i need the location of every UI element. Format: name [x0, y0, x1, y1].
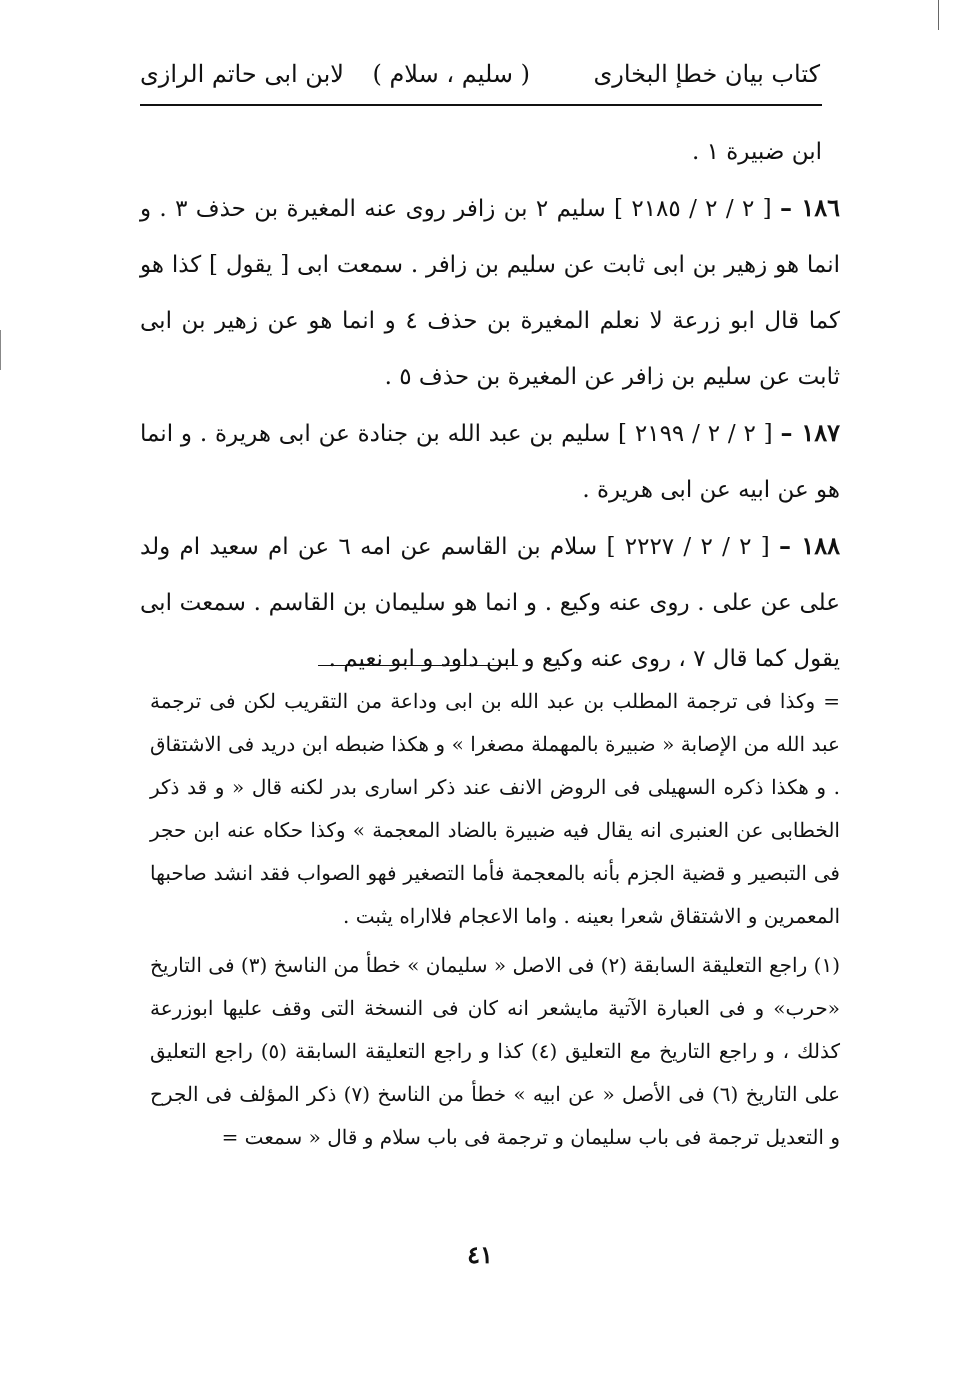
- intro-line: ابن ضبيرة ١ .: [691, 139, 822, 165]
- entry-186: [140, 180, 840, 405]
- entry-187: [140, 405, 840, 518]
- footnotes: [150, 680, 840, 1165]
- footnote-continuation: = وكذا فى ترجمة المطلب بن عبد الله بن ابى وداعة من التقريب لكن فى ترجمة عبد الله من الإصابة « ضبيرة بالمهملة مصغرا » و هكذا ضبطه ابن دريد فى الاشتقاق . و هكذا ذكره السهيلى فى الروض الانف عند ذكر اسارى بدر لكنه قال « و قد ذكر الخطابى عن العنبرى انه يقال فيه ضبيرة بالضاد المعجمة » وكذا حكاه عنه ابن حجر فى التبصير و قضية الجزم بأنه بالمعجمة فأما التصغير فهو الصواب فقد انشد صاحبها المعمرين و الاشتقاق شعرا بعينه . واما الاعجام فلااراه يثبت .: [150, 689, 840, 928]
- entry-text: [ ٢ / ٢ / ٢١٩٩ ] سليم بن عبد الله بن جنادة عن ابى هريرة . و انما هو عن ابيه عن ابى هريرة .: [140, 421, 840, 503]
- header-author: لابن ابى حاتم الرازى: [140, 60, 344, 88]
- footnote-list: (١) راجع التعليقة السابقة (٢) فى الاصل « سليمان » خطأ من الناسخ (٣) فى التاريخ «حرب» و فى العبارة الآتية مايشعر انه كان فى النسخة التى وقف عليها ابوزرعة كذلك ، و راجع التاريخ مع التعليق (٤) كذا و راجع التعليقة السابقة (٥) راجع التعليق على التاريخ (٦) فى الأصل « عن ابيه » خطأ من الناسخ (٧) ذكر المؤلف فى الجرح و التعديل ترجمة فى باب سليمان و ترجمة فى باب سلام و قال « سمعت =: [150, 953, 841, 1149]
- entry-number: ١٨٧ –: [780, 418, 841, 447]
- scan-edge-mark: [938, 0, 939, 30]
- main-text: [140, 124, 840, 687]
- running-header: [140, 56, 820, 100]
- entry-188: [140, 518, 840, 687]
- entry-text: [ ٢ / ٢ / ٢٢٢٧ ] سلام بن القاسم عن امه ٦ عن ام سعيد ام ولد على عن على . روى عنه وكيع . و انما هو سليمان بن القاسم . سمعت ابى يقول كما قال ٧ ، روى عنه وكيع و ابن داود و ابو نعيم .: [140, 534, 840, 672]
- header-rule: [140, 104, 822, 106]
- entry-number: ١٨٨ –: [779, 531, 841, 560]
- header-book-title: كتاب بيان خطإ البخارى: [593, 60, 820, 88]
- scan-margin-mark: [0, 330, 1, 370]
- header-section-names: ( سليم ، سلام ): [372, 60, 530, 88]
- entry-text: [ ٢ / ٢ / ٢١٨٥ ] سليم ٢ بن زافر روى عنه المغيرة بن حذف ٣ . و انما هو زهير بن ابى ثابت عن سليم بن زافر . سمعت ابى [ يقول ] كذا هو كما قال ابو زرعة لا نعلم المغيرة بن حذف ٤ و انما هو عن زهير بن ابى ثابت عن سليم بن زافر عن المغيرة بن حذف ٥ .: [140, 196, 840, 390]
- footnote-separator: [318, 665, 518, 666]
- entry-number: ١٨٦ –: [779, 193, 840, 222]
- page-number: ٤١: [467, 1240, 493, 1269]
